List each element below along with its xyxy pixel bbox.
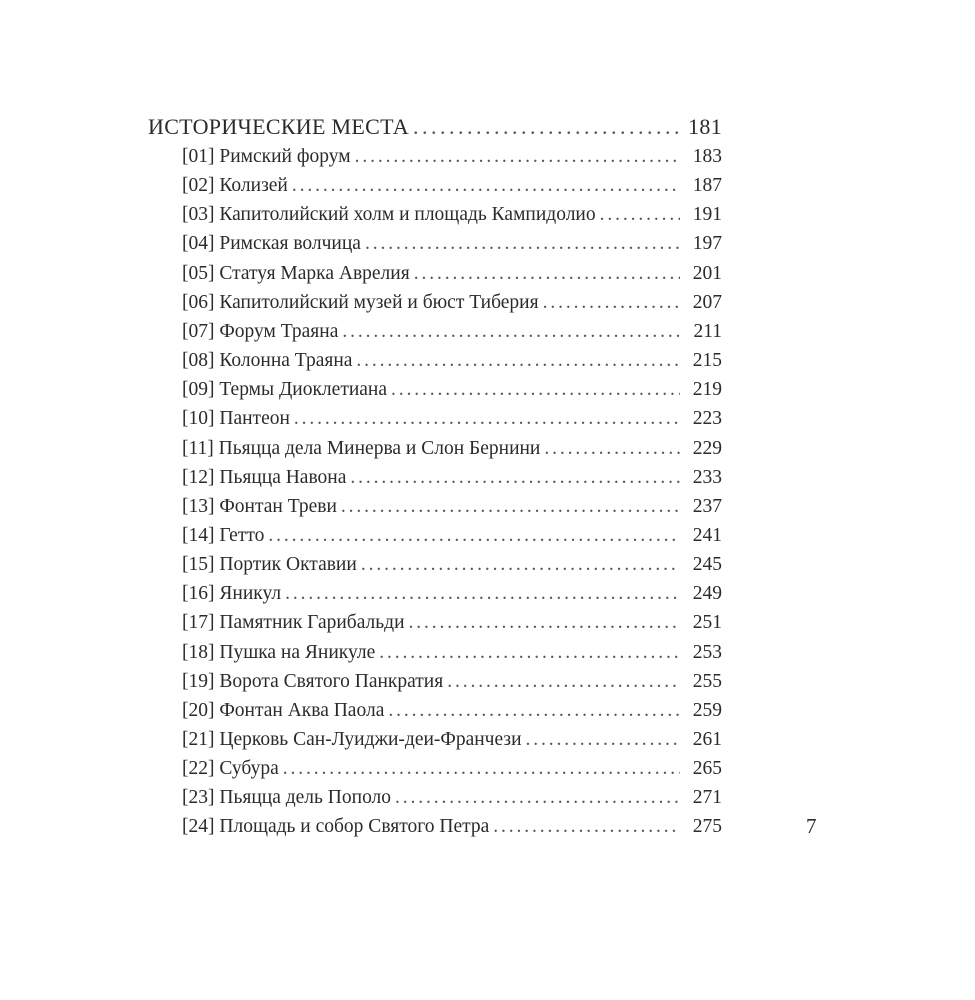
entry-page-number: 229 <box>692 437 722 459</box>
entry-page-number: 201 <box>692 262 722 284</box>
entry-page-number: 237 <box>692 495 722 517</box>
entry-title: Колонна Траяна <box>219 350 353 371</box>
entry-number: [14] <box>182 525 215 546</box>
dot-leader <box>447 668 680 696</box>
entry-number: [19] <box>182 670 215 692</box>
toc-entry[interactable] <box>182 376 722 404</box>
entry-page-number: 223 <box>692 408 722 430</box>
entry-number: [08] <box>182 350 215 371</box>
entry-number: [06] <box>182 291 215 313</box>
entry-number: [18] <box>182 641 215 663</box>
entry-page-number: 275 <box>692 816 722 838</box>
entry-page-number: 249 <box>692 583 722 605</box>
dot-leader <box>388 697 680 725</box>
dot-leader <box>526 726 680 754</box>
entry-title: Фонтан Треви <box>219 495 337 517</box>
entry-number: [16] <box>182 583 215 605</box>
toc-entry[interactable] <box>182 289 722 317</box>
entry-number: [23] <box>182 787 215 809</box>
entry-page-number: 233 <box>692 466 722 488</box>
dot-leader <box>543 289 680 317</box>
entry-page-number: 207 <box>692 291 722 313</box>
entry-title: Площадь и собор Святого Петра <box>219 816 490 838</box>
toc-entry[interactable] <box>182 580 722 608</box>
entry-number: [21] <box>182 729 215 750</box>
entry-number: [04] <box>182 233 215 255</box>
entry-title: Яникул <box>219 583 282 605</box>
entry-page-number: 253 <box>692 641 722 663</box>
dot-leader <box>391 376 680 404</box>
entry-page-number: 241 <box>692 525 722 546</box>
toc-entry[interactable] <box>182 639 722 667</box>
entry-number: [07] <box>182 320 215 342</box>
entry-number: [20] <box>182 699 215 721</box>
entry-number: [11] <box>182 437 214 459</box>
toc-entry[interactable] <box>182 143 722 171</box>
dot-leader <box>361 551 680 579</box>
toc-entry[interactable] <box>182 435 722 463</box>
entry-title: Пьяцца дела Минерва и Слон Бернини <box>218 437 541 459</box>
entry-title: Субура <box>219 758 279 780</box>
dot-leader <box>365 230 680 258</box>
entry-number: [13] <box>182 495 215 517</box>
entry-page-number: 197 <box>692 233 722 255</box>
toc-entry[interactable] <box>182 493 722 521</box>
entry-title: Фонтан Аква Паола <box>219 699 385 721</box>
entry-number: [12] <box>182 466 215 488</box>
entry-page-number: 255 <box>692 670 722 692</box>
entry-page-number: 215 <box>692 350 722 371</box>
entry-page-number: 261 <box>692 729 722 750</box>
dot-leader <box>544 435 680 463</box>
section-page-number: 181 <box>688 114 722 139</box>
toc-section-heading[interactable] <box>148 113 722 141</box>
toc-entry[interactable] <box>182 405 722 433</box>
toc-entry[interactable] <box>182 464 722 492</box>
entry-number: [02] <box>182 175 215 197</box>
dot-leader <box>294 405 680 433</box>
entry-title: Капитолийский холм и площадь Кампидолио <box>219 204 596 226</box>
dot-leader <box>395 784 680 812</box>
entry-page-number: 187 <box>692 175 722 197</box>
entry-page-number: 251 <box>692 612 722 634</box>
dot-leader <box>342 318 680 346</box>
toc-entry[interactable] <box>182 551 722 579</box>
entry-title: Статуя Марка Аврелия <box>219 262 410 284</box>
dot-leader <box>292 172 680 200</box>
toc-entry[interactable] <box>182 230 722 258</box>
toc-entry[interactable] <box>182 784 722 812</box>
dot-leader <box>285 580 680 608</box>
dot-leader <box>379 639 680 667</box>
toc-entry[interactable] <box>182 318 722 346</box>
toc-entry[interactable] <box>182 668 722 696</box>
toc-entry[interactable] <box>182 172 722 200</box>
entry-title: Памятник Гарибальди <box>219 612 405 634</box>
toc-entry[interactable] <box>182 347 722 375</box>
entry-title: Пьяцца Навона <box>219 466 347 488</box>
dot-leader <box>341 493 680 521</box>
dot-leader <box>413 113 680 141</box>
entry-page-number: 259 <box>692 699 722 721</box>
entry-title: Колизей <box>219 175 288 197</box>
dot-leader <box>350 464 680 492</box>
entry-number: [24] <box>182 816 215 838</box>
toc-entry[interactable] <box>182 697 722 725</box>
entry-number: [15] <box>182 554 215 576</box>
entry-page-number: 211 <box>693 320 722 342</box>
dot-leader <box>356 347 680 375</box>
entry-number: [17] <box>182 612 215 634</box>
entry-page-number: 271 <box>692 787 722 809</box>
entry-page-number: 265 <box>692 758 722 780</box>
toc-entry[interactable] <box>182 726 722 754</box>
toc-entry[interactable] <box>182 260 722 288</box>
entry-title: Термы Диоклетиана <box>219 379 388 401</box>
entry-number: [09] <box>182 379 215 401</box>
entry-title: Римская волчица <box>219 233 361 255</box>
dot-leader <box>355 143 680 171</box>
dot-leader <box>268 522 680 550</box>
entry-number: [03] <box>182 204 215 226</box>
entry-page-number: 191 <box>692 204 722 226</box>
entry-number: [22] <box>182 758 215 780</box>
toc-entry[interactable] <box>182 755 722 783</box>
entry-page-number: 245 <box>692 554 722 576</box>
dot-leader <box>414 260 680 288</box>
entry-title: Римский форум <box>219 146 351 167</box>
toc-entry[interactable] <box>182 201 722 229</box>
entry-title: Форум Траяна <box>219 320 339 342</box>
entry-title: Пьяцца дель Пополо <box>219 787 392 809</box>
dot-leader <box>409 609 680 637</box>
entry-number: [10] <box>182 408 215 430</box>
entry-number: [05] <box>182 262 215 284</box>
entry-page-number: 219 <box>692 379 722 401</box>
dot-leader <box>283 755 680 783</box>
entry-title: Гетто <box>219 525 265 546</box>
toc-entry[interactable] <box>182 609 722 637</box>
entry-number: [01] <box>182 146 215 167</box>
dot-leader <box>493 813 680 841</box>
toc-entry[interactable] <box>182 522 722 550</box>
entry-title: Пантеон <box>219 408 290 430</box>
entry-title: Портик Октавии <box>219 554 357 576</box>
page-folio: 7 <box>806 814 817 838</box>
entry-title: Капитолийский музей и бюст Тиберия <box>219 291 539 313</box>
entry-title: Ворота Святого Панкратия <box>219 670 444 692</box>
toc-entry[interactable] <box>182 813 722 841</box>
dot-leader <box>600 201 680 229</box>
entry-title: Церковь Сан-Луиджи-деи-Франчези <box>219 729 522 750</box>
entry-page-number: 183 <box>692 146 722 167</box>
entry-title: Пушка на Яникуле <box>219 641 376 663</box>
section-title: ИСТОРИЧЕСКИЕ МЕСТА <box>148 114 409 139</box>
